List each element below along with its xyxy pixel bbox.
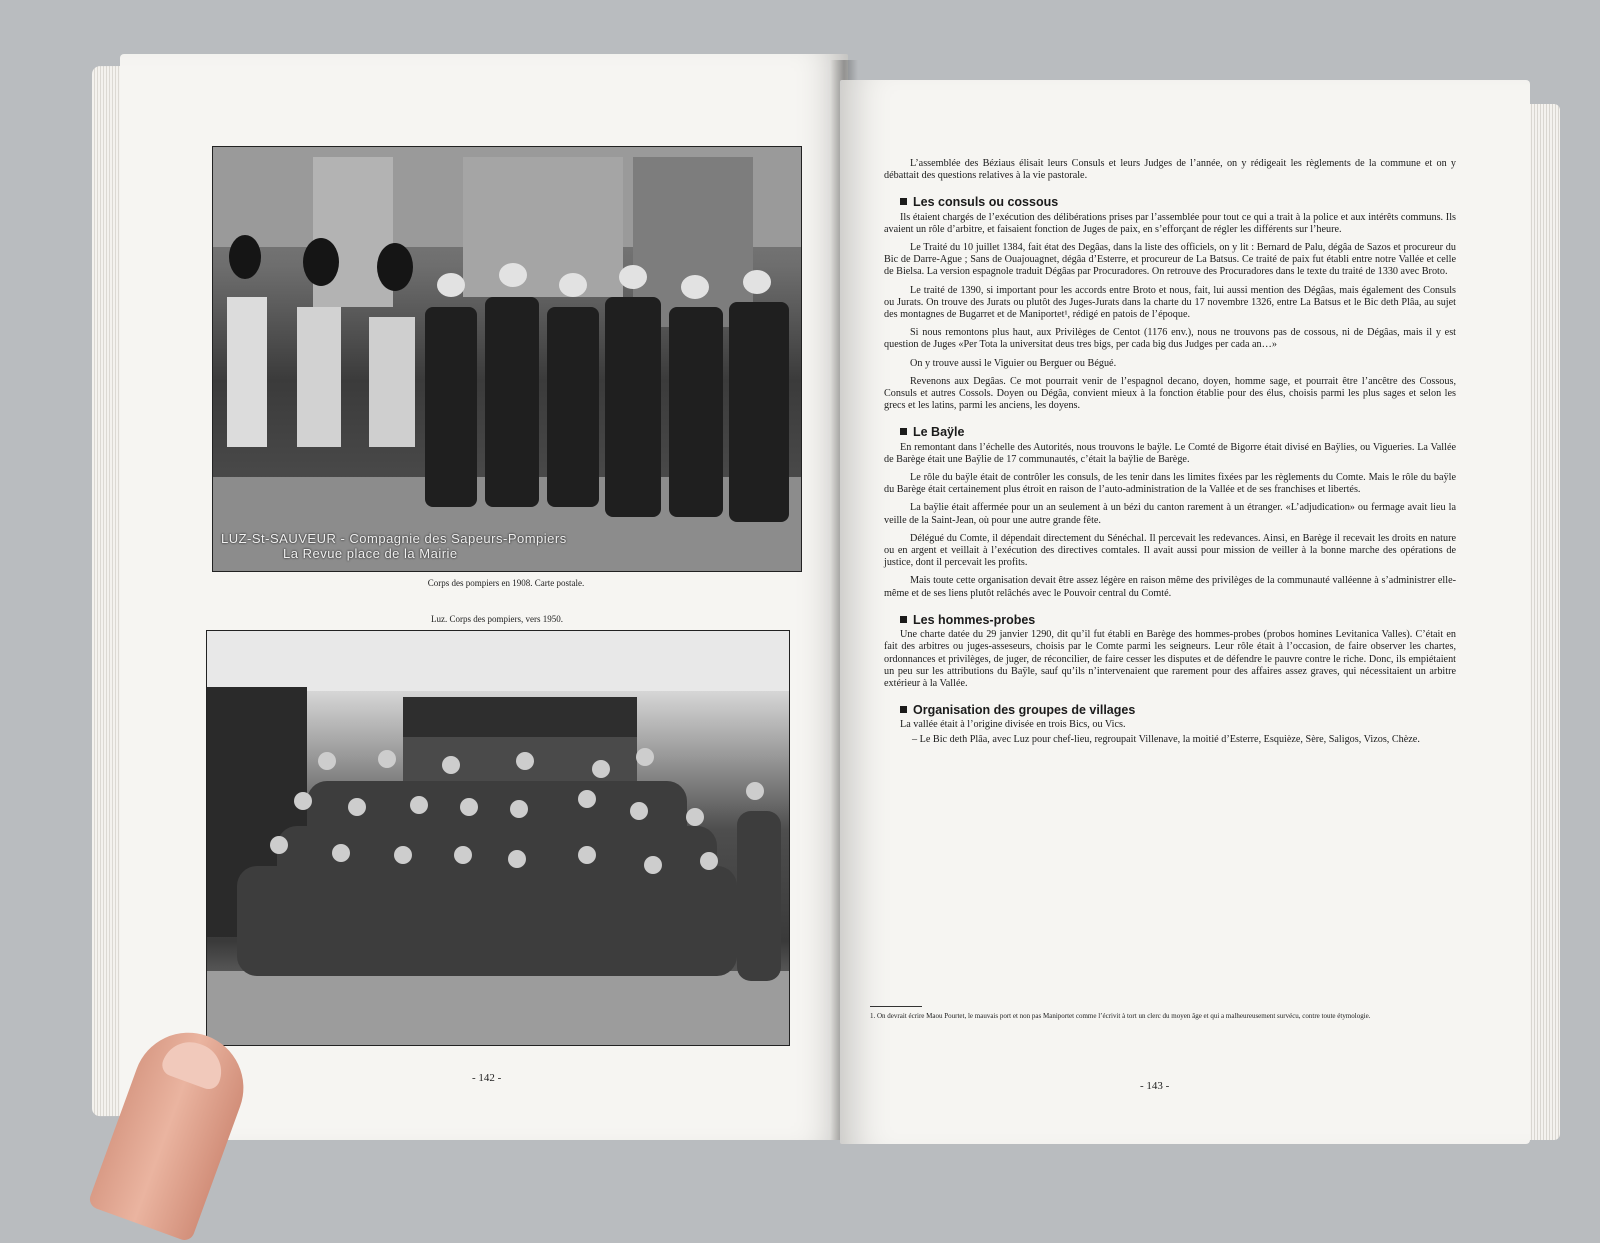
section-heading-hommes-probes	[900, 614, 1456, 626]
paragraph: Une charte datée du 29 janvier 1290, dit qu’il fut établi en Barège des hommes-probes (probos homines Levitanica Valles). C’était en fait des arbitres ou juges-asseseurs, choisis par le Comte parmi les seigneurs. Leur rôle était à l’occasion, de faire observer les chartes, ordonnances et privilèges, de juger, de réconcilier, de faire cesser les disputes et de défendre le pauvre contre le riche. Donc, ils empiétaient un peu sur les attributions du Baÿle, sauf qu’ils n’intervenaient que rarement pour des affaires assez graves, qui nécessitaient un arbitre extérieur à la Vallée.	[884, 629, 1456, 689]
left-page	[120, 54, 848, 1140]
bullet-square-icon	[900, 428, 907, 435]
bullet-square-icon	[900, 198, 907, 205]
photo-postcard-inscription	[221, 531, 567, 561]
paragraph: La vallée était à l’origine divisée en trois Bics, ou Vics.	[900, 719, 1126, 731]
firemen-1908-photo	[212, 146, 802, 572]
section-heading-consuls	[900, 196, 1456, 208]
bullet-square-icon	[900, 616, 907, 623]
paragraph: Si nous remontons plus haut, aux Privilèges de Centot (1176 env.), nous ne trouvons pas de cossous, ni de Dégâas, mais il y est question de Juges «Per Tota la universitat deus tres bigs, per cada big dus Judges per cada an…»	[884, 327, 1456, 351]
right-page	[840, 80, 1530, 1144]
firemen-1950-illustration	[207, 631, 789, 1045]
intro-paragraph: L’assemblée des Béziaus élisait leurs Consuls et leurs Judges de l’année, on y rédigeait les règlements de la commune et on y débattait des questions relatives à la vie pastorale.	[884, 158, 1456, 182]
page-number-left: - 142 -	[472, 1072, 502, 1084]
footnote: 1. On devrait écrire Maou Pourtet, le mauvais port et non pas Maniportet comme l’écrivit à tort un clerc du moyen âge et qui a malheureusement survécu, contre toute étymologie.	[870, 1012, 1371, 1020]
body-text	[884, 158, 1456, 752]
paragraph: Revenons aux Degâas. Ce mot pourrait venir de l’espagnol decano, doyen, homme sage, et pourrait être l’ancêtre des Cossous, Consuls et autres Cossols. Doyen ou Dégâa, convient mieux à la fonction établie pour des élus, choisis parmi les plus sages et selon les grecs et les latins, parmi les anciens, les doyens.	[884, 375, 1456, 412]
heading-text: Les consuls ou cossous	[913, 195, 1059, 210]
firemen-1908-illustration	[213, 147, 801, 571]
footnote-rule	[870, 1006, 922, 1007]
paragraph: Le traité de 1390, si important pour les accords entre Broto et nous, fait, lui aussi mention des Dégâas, mais également des Consuls ou Jurats. On trouve des Jurats ou plutôt des Juges-Jurats dans la charte du 17 novembre 1326, entre La Batsus et le Bic deth Plâa, au sujet des montagnes de Bugarret et de Maniportet¹, rédigé en patois de l’époque.	[884, 284, 1456, 321]
paragraph: Délégué du Comte, il dépendait directement du Sénéchal. Il percevait les redevances. Ainsi, en Barège il recevait les droits en nature ou en argent et veillait à l’exécution des directives comtales. Il avait aussi pour mission de veiller à la bonne marche des opérations de justice, dont il percevait les profits.	[884, 532, 1456, 569]
photo1-caption: Corps des pompiers en 1908. Carte postale.	[427, 578, 585, 588]
postcard-line-2: La Revue place de la Mairie	[283, 546, 458, 561]
list-item: – Le Bic deth Plâa, avec Luz pour chef-lieu, regroupait Villenave, la moitié d’Esterre, Esquièze, Sère, Saligos, Vizos, Chèze.	[912, 733, 1420, 745]
heading-text: Le Baÿle	[913, 425, 965, 440]
paragraph: En remontant dans l’échelle des Autorités, nous trouvons le baÿle. Le Comté de Bigorre était divisé en Baÿlies, ou Vigueries. La Vallée de Barège était une Baÿlie de 17 communautés, c’était la baÿlie de Barège.	[884, 441, 1456, 465]
photo2-caption: Luz. Corps des pompiers, vers 1950.	[431, 614, 563, 624]
paragraph: La baÿlie était affermée pour un an seulement à un bézi du canton rarement à un étranger. «L’adjudication» ou fermage avait lieu la veille de la Saint-Jean, où pour une autre grande fête.	[884, 502, 1456, 526]
fingernail	[159, 1034, 229, 1092]
paragraph: Mais toute cette organisation devait être assez légère en raison même des privilèges de la communauté valléenne à s’administrer elle-même et de ses liens plutôt relâchés avec le Pouvoir central du Comté.	[884, 575, 1456, 599]
paragraph: Le rôle du baÿle était de contrôler les consuls, de les tenir dans les limites fixées par les règlements du Comte. Mais le rôle du baÿle du Barège était certainement plus étroit en raison de l’auto-administration de la Vallée et de ses franchises et libertés.	[884, 472, 1456, 496]
paragraph: Ils étaient chargés de l’exécution des délibérations prises par l’assemblée pour tout ce qui a trait à la police et aux intérêts communs. Ils avaient un rôle d’arbitre, et faisaient fonction de Juges de paix, en s’efforçant de régler les différents sur l’heure.	[884, 211, 1456, 235]
heading-text: Organisation des groupes de villages	[913, 703, 1136, 718]
section-heading-bayle	[900, 426, 1456, 438]
firemen-1950-photo	[206, 630, 790, 1046]
heading-text: Les hommes-probes	[913, 612, 1036, 627]
postcard-line-1: LUZ-St-SAUVEUR - Compagnie des Sapeurs-Pompiers	[221, 531, 567, 546]
paragraph: On y trouve aussi le Viguier ou Berguer ou Bégué.	[910, 357, 1117, 369]
section-heading-organisation	[900, 704, 1456, 716]
paragraph: Le Traité du 10 juillet 1384, fait état des Degâas, dans la liste des officiels, on y lit : Bernard de Palu, dégâa de Sazos et procureur du Bic de Darre-Ague ; Sans de Ouajouagnet, dégâa d’Esterre, et procureur de La Batsus. Ce traité de paix fut établi entre notre Vallée et celle de Bielsa. La version espagnole traduit Dégâas par Procuradores. On retrouve des Procuradores dans le texte du traité de 1330 avec Broto.	[884, 242, 1456, 278]
bullet-square-icon	[900, 706, 907, 713]
page-number-right: - 143 -	[1140, 1080, 1170, 1092]
